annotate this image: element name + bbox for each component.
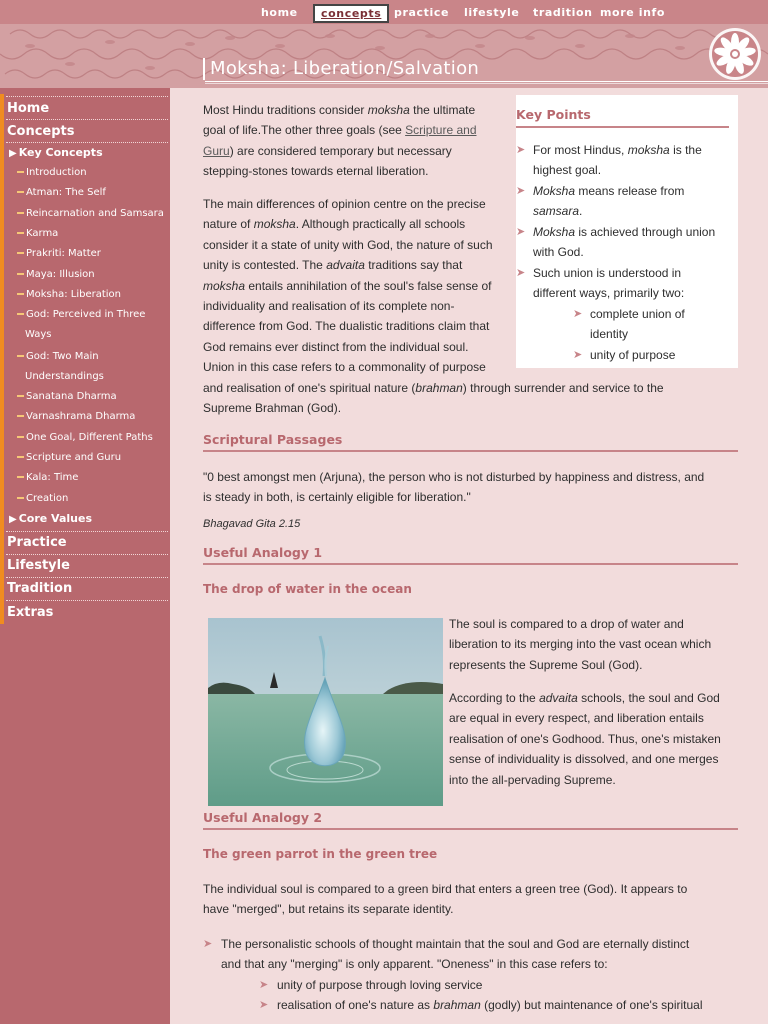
key-subpoint-1: complete union of identity (590, 307, 685, 342)
dash-icon (17, 497, 24, 499)
arrow-bullet-icon: ➤ (573, 348, 583, 361)
sidebar-item-label: One Goal, Different Paths (26, 432, 153, 443)
dash-icon (17, 191, 24, 193)
scripture-quote: "0 best amongst men (Arjuna), the person who is not disturbed by happiness and distress, and is steady in both, is certainly eligible for liberation." (203, 470, 705, 505)
sidebar-divider (6, 96, 168, 97)
sidebar-item-label: Maya: Illusion (26, 269, 95, 280)
key-point-3: Moksha is achieved through union with God. (533, 225, 716, 260)
sidebar-item-core-values[interactable] (9, 512, 92, 525)
sidebar (0, 88, 170, 1024)
nav-concepts[interactable]: concepts (313, 4, 389, 23)
arrow-bullet-icon: ➤ (259, 998, 269, 1011)
title-divider-2 (205, 83, 768, 84)
arrow-bullet-icon: ➤ (516, 143, 526, 156)
water-drop-ocean-image (208, 618, 443, 806)
sidebar-divider (6, 577, 168, 578)
sidebar-item-label: Sanatana Dharma (26, 391, 117, 402)
arrow-bullet-icon: ➤ (516, 184, 526, 197)
main-content (170, 88, 768, 1024)
sidebar-item-god-two[interactable] (17, 347, 104, 382)
sidebar-item-label: Core Values (18, 512, 92, 525)
sidebar-item-concepts[interactable]: Concepts (7, 124, 75, 139)
top-navigation (0, 0, 768, 24)
sidebar-item-tradition[interactable]: Tradition (7, 581, 73, 596)
sidebar-item-label-continued: Ways (25, 329, 52, 340)
sidebar-accent-stripe (0, 94, 4, 624)
triangle-right-icon: ▶ (9, 148, 17, 159)
lotus-emblem-icon (709, 28, 761, 80)
sidebar-item-label: Kala: Time (26, 472, 79, 483)
key-subpoint-2: unity of purpose (590, 348, 676, 362)
sidebar-item-home[interactable]: Home (7, 101, 50, 116)
nav-more-info[interactable]: more info (600, 6, 666, 19)
sidebar-item-creation[interactable] (17, 489, 68, 509)
sidebar-item-scripture-guru[interactable] (17, 448, 121, 468)
sidebar-item-atman[interactable] (17, 183, 106, 203)
arrow-bullet-icon: ➤ (259, 978, 269, 991)
sidebar-item-label: Key Concepts (18, 146, 103, 159)
key-point-4: Such union is understood in different ways, primarily two: (533, 266, 685, 301)
sidebar-item-label-continued: Understandings (25, 371, 104, 382)
sidebar-divider (6, 531, 168, 532)
sidebar-item-sanatana[interactable] (17, 387, 117, 407)
analogy-2-subheading: The green parrot in the green tree (203, 847, 438, 861)
arrow-bullet-icon: ➤ (203, 937, 213, 950)
sidebar-item-god-three[interactable] (17, 305, 146, 340)
sidebar-divider (6, 142, 168, 143)
dash-icon (17, 212, 24, 214)
sidebar-item-label: Introduction (26, 167, 87, 178)
sidebar-item-maya[interactable] (17, 265, 95, 285)
arrow-bullet-icon: ➤ (573, 307, 583, 320)
sidebar-item-introduction[interactable] (17, 163, 87, 183)
header-banner (0, 24, 768, 88)
sidebar-item-label: Karma (26, 228, 59, 239)
sidebar-divider (6, 554, 168, 555)
analogy-1-heading: Useful Analogy 1 (203, 545, 738, 565)
dash-icon (17, 232, 24, 234)
sidebar-item-prakriti[interactable] (17, 244, 101, 264)
key-point-2: Moksha means release from samsara. (533, 184, 685, 219)
sidebar-item-label: God: Two Main (26, 351, 99, 362)
sidebar-item-one-goal[interactable] (17, 428, 153, 448)
arrow-bullet-icon: ➤ (516, 266, 526, 279)
differences-paragraph: The main differences of opinion centre on the precise nature of moksha. Although practically all schools consider it a state of unity with God, the nature of such unity is contested. The advaita traditions say that moksha entails annihilation of the soul's false sense of individuality and realisation of its complete non- difference from God. The dualistic traditions claim that God remains ever distinct from the individual soul. Union in this case refers to a commonality of purpose and realisation of one's spiritual nature (brahman) through surrender and service to the Supreme Brahman (God). (203, 197, 664, 416)
sidebar-item-label: Scripture and Guru (26, 452, 122, 463)
analogy-1-subheading: The drop of water in the ocean (203, 582, 412, 596)
sidebar-item-label: Reincarnation and Samsara (26, 208, 164, 219)
dash-icon (17, 171, 24, 173)
dash-icon (17, 415, 24, 417)
dash-icon (17, 355, 24, 357)
intro-paragraph: Most Hindu traditions consider moksha the ultimate goal of life.The other three goals (see Scripture and Guru) are considered temporary but necessary stepping-stones towards eternal liberation. (203, 103, 477, 179)
key-point-1: For most Hindus, moksha is the highest goal. (533, 143, 702, 178)
arrow-bullet-icon: ➤ (516, 225, 526, 238)
sidebar-item-label: Atman: The Self (26, 187, 106, 198)
dash-icon (17, 456, 24, 458)
dash-icon (17, 476, 24, 478)
dash-icon (17, 252, 24, 254)
analogy-1-text-b: According to the advaita schools, the soul and God are equal in every respect, and liberation entails realisation of one's Godhood. Thus, one's mistaken sense of individuality is dissolved, and one merges into the all-pervading Supreme. (449, 691, 721, 787)
analogy-1-text-a: The soul is compared to a drop of water and liberation to its merging into the vast ocean which represents the Supreme Soul (God). (449, 617, 712, 672)
triangle-right-icon: ▶ (9, 514, 17, 525)
analogy-2-heading: Useful Analogy 2 (203, 810, 738, 830)
dash-icon (17, 313, 24, 315)
nav-practice[interactable]: practice (394, 6, 450, 19)
dash-icon (17, 273, 24, 275)
nav-home[interactable]: home (261, 6, 298, 19)
sidebar-item-kala[interactable] (17, 468, 78, 488)
nav-lifestyle[interactable]: lifestyle (464, 6, 520, 19)
title-divider (205, 81, 768, 82)
dash-icon (17, 436, 24, 438)
key-points-box (516, 95, 738, 368)
sidebar-item-varnashrama[interactable] (17, 407, 135, 427)
sidebar-item-extras[interactable]: Extras (7, 605, 54, 620)
analogy-2-bullet: The personalistic schools of thought maintain that the soul and God are eternally distinct and that any "merging" is only apparent. "Oneness" in this case refers to: (221, 937, 690, 972)
dash-icon (17, 395, 24, 397)
scriptural-passages-heading: Scriptural Passages (203, 432, 738, 452)
sidebar-item-practice[interactable]: Practice (7, 535, 67, 550)
page-title: Moksha: Liberation/Salvation (203, 58, 479, 80)
sidebar-item-label: Prakriti: Matter (26, 248, 101, 259)
sidebar-item-moksha[interactable] (17, 285, 121, 305)
sidebar-item-label: Creation (26, 493, 69, 504)
sidebar-item-label: Moksha: Liberation (26, 289, 122, 300)
sidebar-item-label: God: Perceived in Three (26, 309, 146, 320)
scripture-source: Bhagavad Gita 2.15 (203, 518, 301, 530)
key-points-title: Key Points (516, 107, 729, 128)
analogy-2-subbullet-2: realisation of one's nature as brahman (godly) but maintenance of one's spiritual (277, 998, 703, 1012)
scripture-guru-link-cont[interactable]: Guru (203, 143, 230, 158)
dash-icon (17, 293, 24, 295)
nav-tradition[interactable]: tradition (533, 6, 593, 19)
sidebar-item-lifestyle[interactable]: Lifestyle (7, 558, 70, 573)
analogy-2-subbullet-1: unity of purpose through loving service (277, 978, 483, 992)
sidebar-item-reincarnation[interactable] (17, 204, 164, 224)
analogy-2-text: The individual soul is compared to a green bird that enters a green tree (God). It appears to have "merged", but retains its separate identity. (203, 882, 688, 917)
sidebar-item-key-concepts[interactable] (9, 146, 103, 159)
sidebar-divider (6, 119, 168, 120)
scripture-guru-link[interactable]: Scripture and (405, 123, 477, 138)
sidebar-divider (6, 600, 168, 601)
sidebar-item-karma[interactable] (17, 224, 58, 244)
sidebar-item-label: Varnashrama Dharma (26, 411, 136, 422)
